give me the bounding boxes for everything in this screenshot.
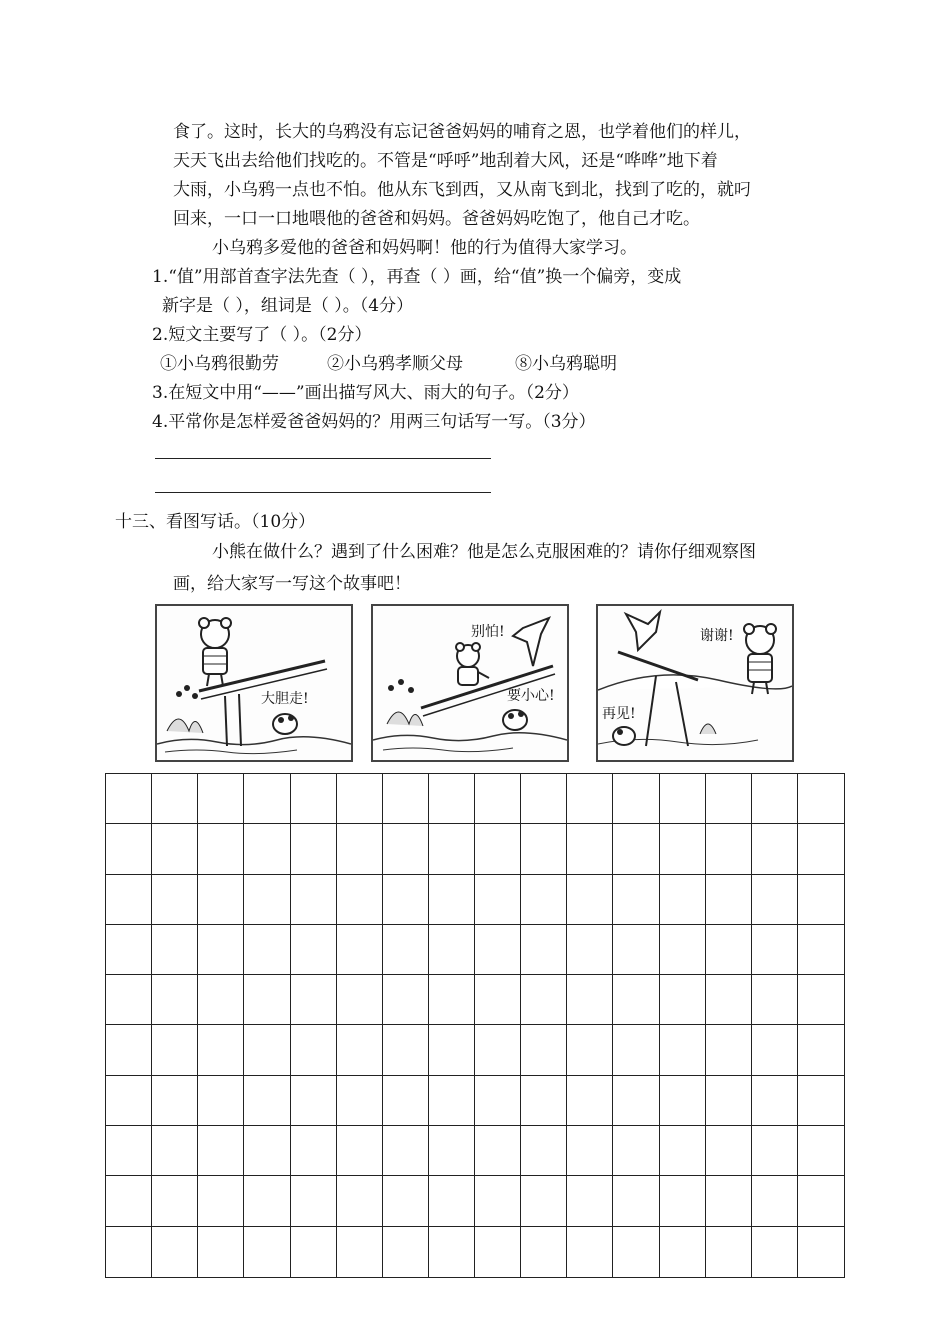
grid-cell[interactable] [106,774,152,824]
grid-cell[interactable] [337,1076,383,1126]
grid-cell[interactable] [567,1176,613,1226]
grid-cell[interactable] [383,1076,429,1126]
grid-cell[interactable] [660,1176,706,1226]
grid-cell[interactable] [798,875,844,925]
grid-cell[interactable] [521,1025,567,1075]
grid-cell[interactable] [752,774,798,824]
question-3: 3.在短文中用“——”画出描写风大、雨大的句子。（2分） [152,383,579,403]
grid-cell[interactable] [567,824,613,874]
grid-cell[interactable] [475,824,521,874]
grid-cell[interactable] [567,1227,613,1277]
grid-cell[interactable] [706,1176,752,1226]
grid-cell[interactable] [244,774,290,824]
grid-cell[interactable] [106,925,152,975]
grid-cell[interactable] [706,1227,752,1277]
grid-cell[interactable] [198,925,244,975]
grid-cell[interactable] [152,925,198,975]
grid-cell[interactable] [383,925,429,975]
grid-cell[interactable] [567,975,613,1025]
grid-cell[interactable] [660,925,706,975]
grid-cell[interactable] [198,975,244,1025]
grid-cell[interactable] [106,1176,152,1226]
speech-text-2a: 别怕! [471,624,505,640]
grid-cell[interactable] [429,1227,475,1277]
grid-cell[interactable] [475,925,521,975]
grid-cell[interactable] [198,875,244,925]
grid-cell[interactable] [521,875,567,925]
grid-cell[interactable] [291,1126,337,1176]
grid-cell[interactable] [383,975,429,1025]
grid-cell[interactable] [337,925,383,975]
grid-cell[interactable] [521,1176,567,1226]
grid-cell[interactable] [152,1176,198,1226]
grid-cell[interactable] [521,824,567,874]
grid-cell[interactable] [521,1126,567,1176]
grid-cell[interactable] [660,1227,706,1277]
grid-cell[interactable] [752,1176,798,1226]
grid-cell[interactable] [337,1126,383,1176]
grid-cell[interactable] [291,1076,337,1126]
grid-cell[interactable] [660,1025,706,1075]
grid-cell[interactable] [244,975,290,1025]
grid-cell[interactable] [152,1025,198,1075]
grid-cell[interactable] [613,1176,659,1226]
story-picture-2 [371,604,569,762]
grid-cell[interactable] [337,1227,383,1277]
grid-cell[interactable] [475,1126,521,1176]
grid-cell[interactable] [291,824,337,874]
grid-cell[interactable] [752,1126,798,1176]
grid-cell[interactable] [752,875,798,925]
grid-cell[interactable] [106,1227,152,1277]
grid-cell[interactable] [798,925,844,975]
grid-cell[interactable] [291,1227,337,1277]
grid-cell[interactable] [706,875,752,925]
question-1-line-2: 新字是（ ），组词是（ ）。（4分） [162,296,414,316]
grid-cell[interactable] [613,1025,659,1075]
grid-cell[interactable] [567,875,613,925]
grid-cell[interactable] [152,774,198,824]
passage-closing: 小乌鸦多爱他的爸爸和妈妈啊！他的行为值得大家学习。 [212,238,637,258]
grid-cell[interactable] [475,1076,521,1126]
grid-cell[interactable] [429,925,475,975]
grid-cell[interactable] [706,1126,752,1176]
passage-line-4: 回来，一口一口地喂他的爸爸和妈妈。爸爸妈妈吃饱了，他自己才吃。 [173,209,700,229]
grid-cell[interactable] [198,1227,244,1277]
question-1-line-1: 1.“值”用部首查字法先查（ ），再查（ ）画，给“值”换一个偏旁，变成 [152,267,682,287]
grid-cell[interactable] [613,774,659,824]
grid-cell[interactable] [706,975,752,1025]
grid-cell[interactable] [337,975,383,1025]
grid-cell[interactable] [152,1227,198,1277]
grid-cell[interactable] [152,975,198,1025]
grid-cell[interactable] [383,774,429,824]
grid-cell[interactable] [706,1076,752,1126]
grid-cell[interactable] [383,1176,429,1226]
grid-cell[interactable] [383,1025,429,1075]
speech-text-2b: 要小心! [507,688,555,704]
grid-cell[interactable] [152,1076,198,1126]
grid-cell[interactable] [429,1076,475,1126]
grid-cell[interactable] [337,774,383,824]
grid-cell[interactable] [613,824,659,874]
grid-cell[interactable] [567,1025,613,1075]
grid-cell[interactable] [198,774,244,824]
section-13-heading: 十三、看图写话。（10分） [115,512,316,532]
grid-cell[interactable] [613,875,659,925]
grid-cell[interactable] [198,824,244,874]
grid-cell[interactable] [613,1227,659,1277]
grid-cell[interactable] [106,975,152,1025]
grid-cell[interactable] [106,1076,152,1126]
grid-cell[interactable] [429,1126,475,1176]
story-picture-3 [596,604,794,762]
passage-line-1: 食了。这时，长大的乌鸦没有忘记爸爸妈妈的哺育之恩，也学着他们的样儿， [173,122,751,142]
grid-cell[interactable] [106,1025,152,1075]
grid-cell[interactable] [198,1076,244,1126]
grid-cell[interactable] [613,1126,659,1176]
grid-cell[interactable] [798,1076,844,1126]
grid-cell[interactable] [244,925,290,975]
speech-text-1: 大胆走! [261,691,309,707]
grid-cell[interactable] [660,975,706,1025]
grid-cell[interactable] [475,975,521,1025]
grid-cell[interactable] [798,1126,844,1176]
grid-cell[interactable] [337,1025,383,1075]
grid-cell[interactable] [798,824,844,874]
speech-text-3a: 谢谢! [700,628,734,644]
grid-cell[interactable] [521,774,567,824]
grid-cell[interactable] [752,1227,798,1277]
grid-cell[interactable] [291,774,337,824]
grid-cell[interactable] [429,824,475,874]
story-picture-1 [155,604,353,762]
grid-cell[interactable] [198,1176,244,1226]
grid-cell[interactable] [429,975,475,1025]
grid-cell[interactable] [475,875,521,925]
grid-cell[interactable] [706,925,752,975]
grid-cell[interactable] [798,1025,844,1075]
grid-cell[interactable] [244,875,290,925]
grid-cell[interactable] [152,875,198,925]
grid-cell[interactable] [798,1176,844,1226]
writing-grid[interactable] [105,773,845,1278]
grid-cell[interactable] [152,824,198,874]
grid-cell[interactable] [475,1025,521,1075]
grid-cell[interactable] [752,925,798,975]
grid-cell[interactable] [383,824,429,874]
grid-cell[interactable] [613,925,659,975]
grid-cell[interactable] [291,1025,337,1075]
grid-cell[interactable] [106,1126,152,1176]
grid-cell[interactable] [660,774,706,824]
grid-cell[interactable] [291,975,337,1025]
grid-cell[interactable] [521,925,567,975]
grid-cell[interactable] [337,824,383,874]
grid-cell[interactable] [521,975,567,1025]
grid-cell[interactable] [475,774,521,824]
answer-line-2[interactable] [155,492,491,493]
grid-cell[interactable] [567,925,613,975]
grid-cell[interactable] [429,875,475,925]
grid-cell[interactable] [706,774,752,824]
passage-line-3: 大雨，小乌鸦一点也不怕。他从东飞到西，又从南飞到北，找到了吃的，就叼 [173,180,751,200]
grid-cell[interactable] [475,1227,521,1277]
grid-cell[interactable] [706,824,752,874]
grid-cell[interactable] [567,1076,613,1126]
question-4: 4.平常你是怎样爱爸爸妈妈的？用两三句话写一写。（3分） [152,412,596,432]
grid-cell[interactable] [383,875,429,925]
speech-text-3b: 再见! [602,706,636,722]
grid-cell[interactable] [613,1076,659,1126]
grid-cell[interactable] [383,1227,429,1277]
grid-cell[interactable] [429,1176,475,1226]
grid-cell[interactable] [198,1126,244,1176]
section-13-prompt-line-2: 画，给大家写一写这个故事吧！ [173,574,411,594]
grid-cell[interactable] [337,875,383,925]
grid-cell[interactable] [798,1227,844,1277]
grid-cell[interactable] [383,1126,429,1176]
grid-cell[interactable] [152,1126,198,1176]
question-2-option-2: ②小乌鸦孝顺父母 [327,354,463,374]
grid-cell[interactable] [567,1126,613,1176]
grid-cell[interactable] [706,1025,752,1075]
grid-cell[interactable] [244,1076,290,1126]
grid-cell[interactable] [429,774,475,824]
grid-cell[interactable] [291,1176,337,1226]
question-2-option-3: ⑧小乌鸦聪明 [515,354,617,374]
grid-cell[interactable] [567,774,613,824]
grid-cell[interactable] [752,1076,798,1126]
passage-line-2: 天天飞出去给他们找吃的。不管是“呼呼”地刮着大风，还是“哗哗”地下着 [173,151,718,171]
question-2: 2.短文主要写了（ ）。（2分） [152,325,372,345]
grid-cell[interactable] [752,975,798,1025]
grid-cell[interactable] [106,824,152,874]
grid-cell[interactable] [244,1126,290,1176]
grid-cell[interactable] [106,875,152,925]
grid-cell[interactable] [244,1025,290,1075]
section-13-prompt-line-1: 小熊在做什么？遇到了什么困难？他是怎么克服困难的？请你仔细观察图 [212,542,756,562]
grid-cell[interactable] [660,824,706,874]
answer-line-1[interactable] [155,458,491,459]
grid-cell[interactable] [752,1025,798,1075]
grid-cell[interactable] [198,1025,244,1075]
grid-cell[interactable] [521,1227,567,1277]
grid-cell[interactable] [798,975,844,1025]
grid-cell[interactable] [291,925,337,975]
grid-cell[interactable] [244,1227,290,1277]
grid-cell[interactable] [752,824,798,874]
grid-cell[interactable] [244,1176,290,1226]
grid-cell[interactable] [660,1076,706,1126]
grid-cell[interactable] [337,1176,383,1226]
grid-cell[interactable] [660,1126,706,1176]
grid-cell[interactable] [244,824,290,874]
grid-cell[interactable] [613,975,659,1025]
grid-cell[interactable] [798,774,844,824]
grid-cell[interactable] [291,875,337,925]
grid-cell[interactable] [429,1025,475,1075]
question-2-option-1: ①小乌鸦很勤劳 [160,354,279,374]
grid-cell[interactable] [660,875,706,925]
grid-cell[interactable] [521,1076,567,1126]
grid-cell[interactable] [475,1176,521,1226]
